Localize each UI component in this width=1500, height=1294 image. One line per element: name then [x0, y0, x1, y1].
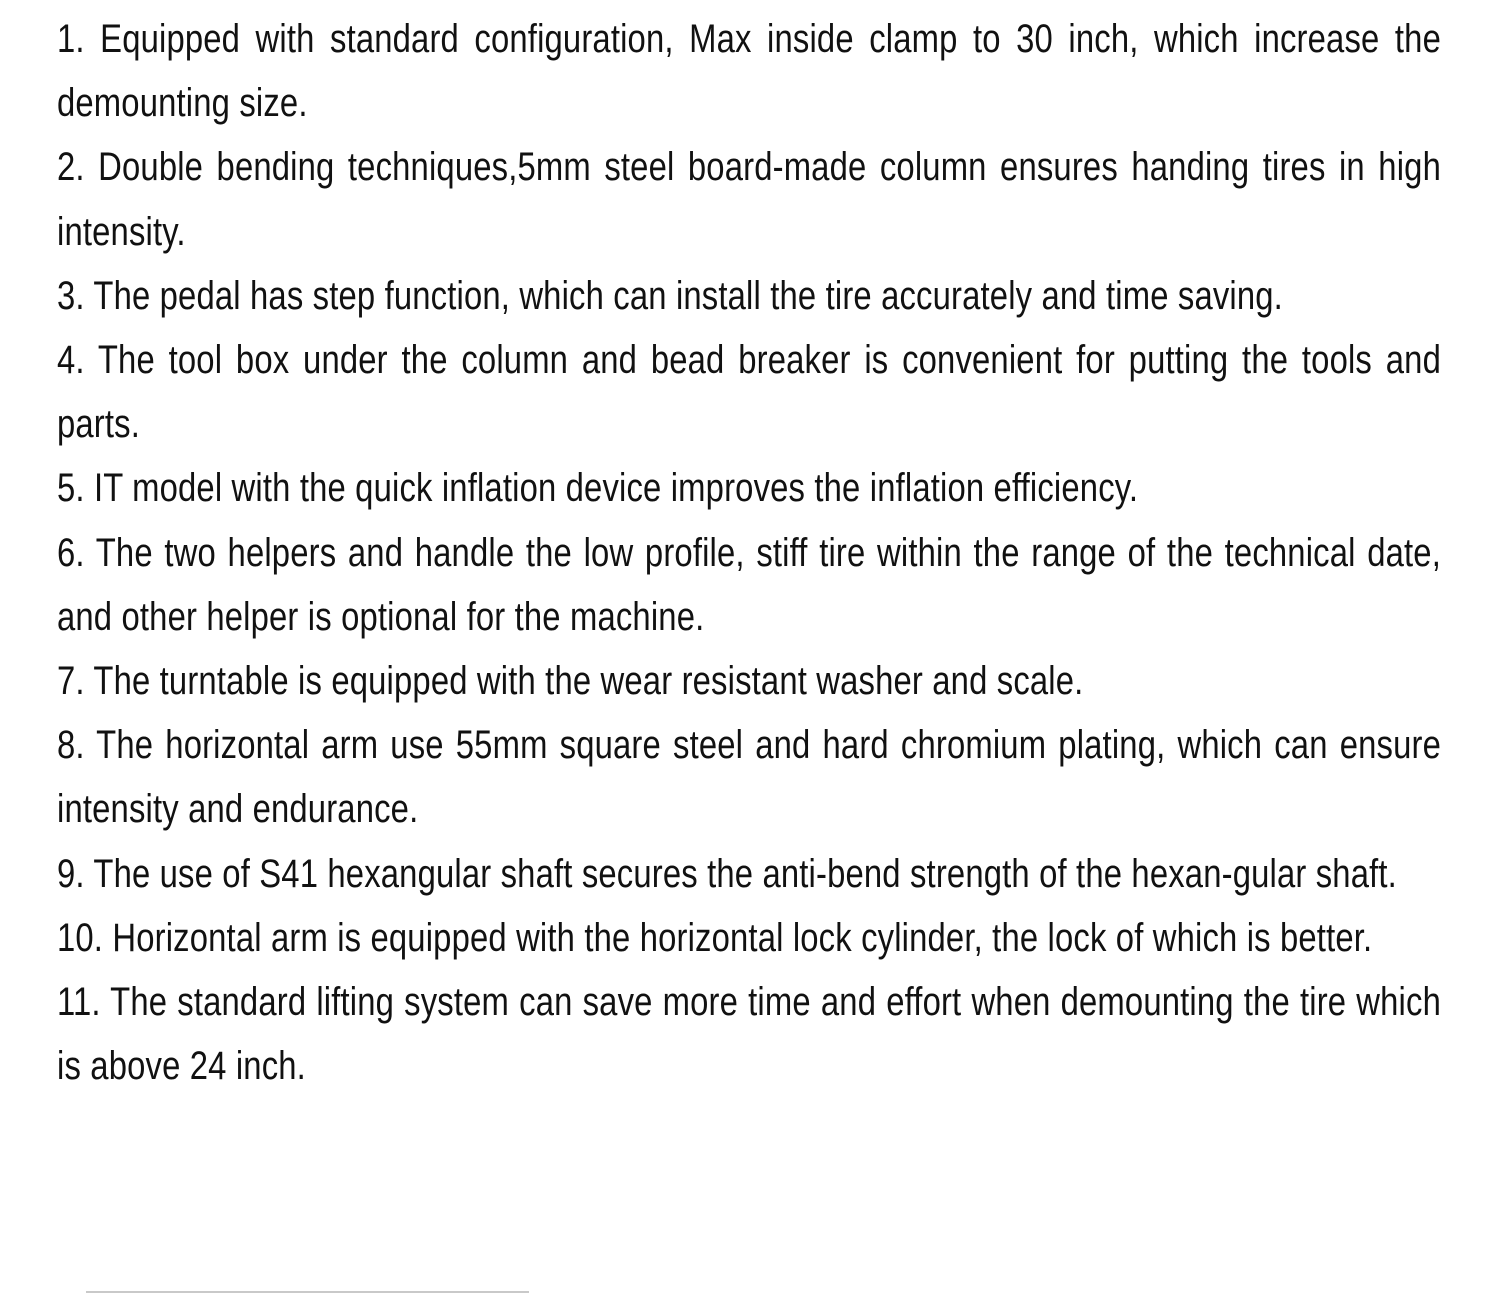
feature-item: 1. Equipped with standard configuration, Max inside clamp to 30 inch, which increase the demounting size.: [57, 17, 1441, 126]
feature-item: 3. The pedal has step function, which can install the tire accurately and time saving.: [57, 273, 1283, 318]
feature-item: 5. IT model with the quick inflation device improves the inflation efficiency.: [57, 466, 1139, 511]
feature-item: 7. The turntable is equipped with the wear resistant washer and scale.: [57, 659, 1084, 704]
feature-item: 10. Horizontal arm is equipped with the horizontal lock cylinder, the lock of which is better.: [57, 915, 1373, 960]
bottom-divider: [86, 1291, 529, 1293]
feature-list: [57, 7, 1441, 1098]
feature-item: 11. The standard lifting system can save more time and effort when demounting the tire which is above 24 inch.: [57, 980, 1441, 1089]
feature-item: 9. The use of S41 hexangular shaft secures the anti-bend strength of the hexan-gular shaft.: [57, 851, 1397, 896]
feature-item: 8. The horizontal arm use 55mm square steel and hard chromium plating, which can ensure intensity and endurance.: [57, 723, 1441, 832]
feature-item: 6. The two helpers and handle the low profile, stiff tire within the range of the technical date, and other helper is optional for the machine.: [57, 530, 1441, 639]
feature-item: 4. The tool box under the column and bead breaker is convenient for putting the tools and parts.: [57, 338, 1441, 447]
feature-item: 2. Double bending techniques,5mm steel board-made column ensures handing tires in high intensity.: [57, 145, 1441, 254]
